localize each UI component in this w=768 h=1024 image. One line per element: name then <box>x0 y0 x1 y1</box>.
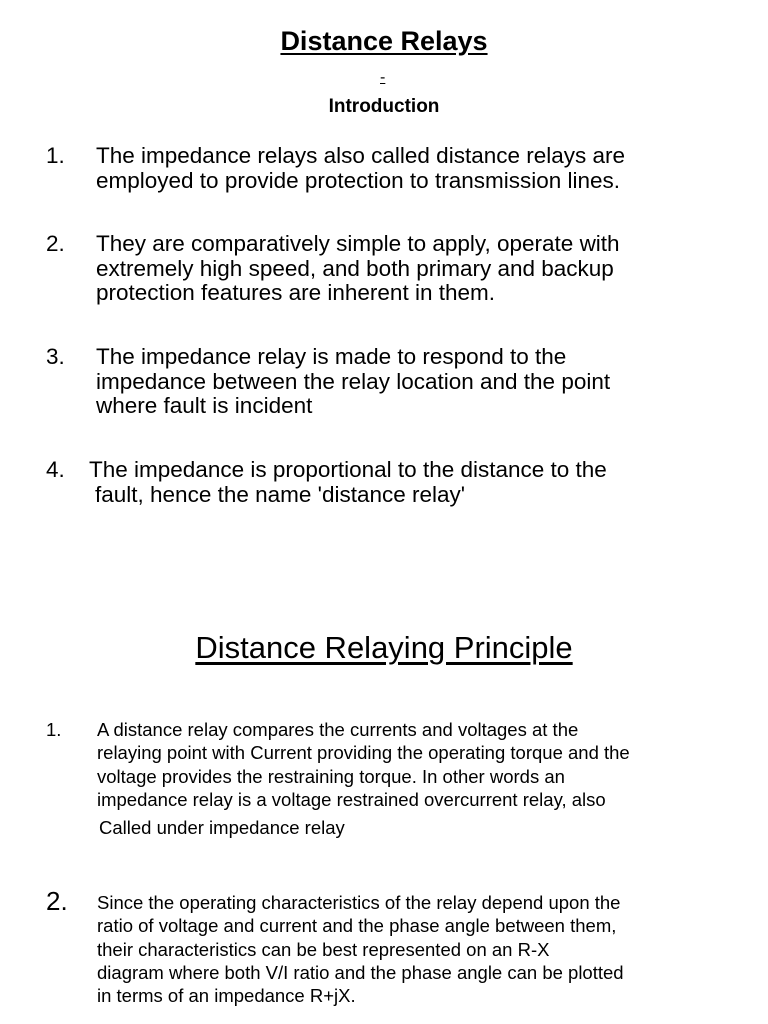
text-line: ratio of voltage and current and the phase angle between them, <box>97 915 617 937</box>
text-line: impedance between the relay location and the point <box>96 368 611 394</box>
underline-dash: - <box>380 69 386 86</box>
page-title: Distance Relays <box>280 26 488 56</box>
section-subtitle: Introduction <box>328 96 440 117</box>
principle-item-text <box>97 718 630 811</box>
intro-item-number: 3. <box>46 344 65 369</box>
intro-item-number: 1. <box>46 143 65 168</box>
text-line: diagram where both V/I ratio and the phase angle can be plotted <box>97 961 624 983</box>
text-line: The impedance relay is made to respond to the <box>96 344 567 369</box>
intro-item-number: 4. <box>46 457 65 482</box>
text-line: The impedance is proportional to the distance to the <box>89 457 607 482</box>
section-heading: Distance Relaying Principle <box>195 630 573 665</box>
intro-item-number: 2. <box>46 231 65 256</box>
text-line: relaying point with Current providing the operating torque and the <box>97 742 630 764</box>
principle-item-number: 1. <box>46 719 62 740</box>
text-line: voltage provides the restraining torque. In other words an <box>97 765 565 787</box>
text-line: Since the operating characteristics of the relay depend upon the <box>97 892 621 913</box>
text-line: in terms of an impedance R+jX. <box>97 985 356 1007</box>
text-line: their characteristics can be best represented on an R-X <box>97 938 550 960</box>
principle-item-text <box>97 891 624 1007</box>
text-line: employed to provide protection to transmission lines. <box>96 167 621 193</box>
text-line: fault, hence the name 'distance relay' <box>95 481 466 507</box>
text-line: Called under impedance relay <box>99 817 345 838</box>
principle-item-number: 2. <box>46 886 68 916</box>
intro-item-text <box>96 232 620 306</box>
intro-item-text <box>96 345 610 419</box>
text-line: impedance relay is a voltage restrained overcurrent relay, also <box>97 788 606 810</box>
text-line: The impedance relays also called distance relays are <box>96 143 626 168</box>
text-line: A distance relay compares the currents and voltages at the <box>97 719 579 740</box>
text-line: They are comparatively simple to apply, operate with <box>96 231 620 256</box>
intro-item-text <box>96 144 625 193</box>
text-line: where fault is incident <box>96 393 313 418</box>
text-line: extremely high speed, and both primary and backup <box>96 255 614 281</box>
text-line: protection features are inherent in them. <box>96 280 495 305</box>
intro-item-text <box>89 458 607 507</box>
